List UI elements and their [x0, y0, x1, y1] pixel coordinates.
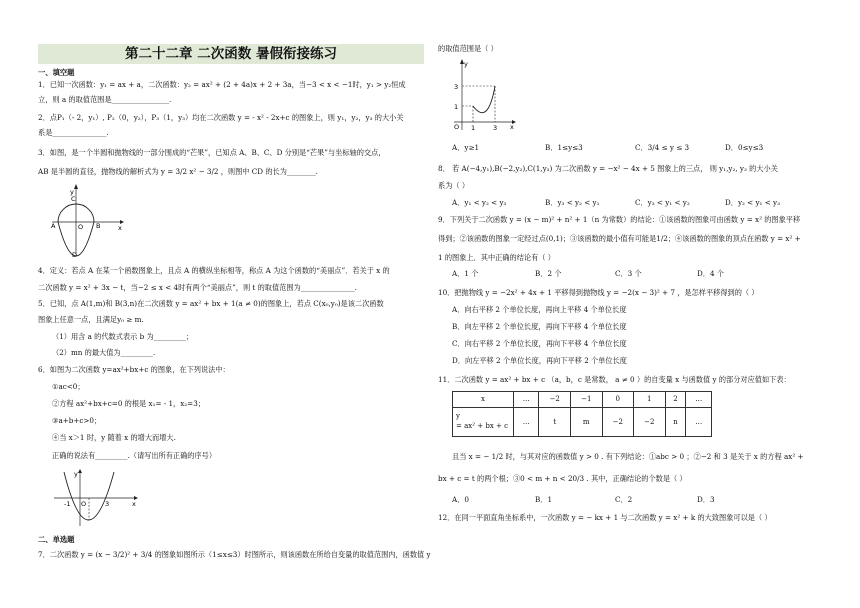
q2-line2: 系是_______________. — [38, 128, 109, 137]
page-title: 第二十二章 二次函数 暑假衔接练习 — [125, 46, 337, 62]
q3-label-y: y — [70, 188, 74, 196]
table-cell: t — [539, 408, 571, 437]
q7-label-1x: 1 — [471, 124, 476, 132]
table-cell: … — [686, 408, 712, 437]
q6-label-x: x — [132, 500, 136, 508]
q5-line1: 5．已知，点 A(1,m)和 B(3,n)在二次函数 y = ax² + bx + 1(a ≠ 0)的图象上，若点 C(x₀,y₀)是该二次函数 — [38, 299, 384, 308]
q6-line1: 6．如图为二次函数 y=ax²+bx+c 的图象，在下列说法中： — [38, 365, 230, 374]
q8-line1: 8． 若 A(−4,y₁),B(−2,y₂),C(1,y₃) 为二次函数 y = −x² − 4x + 5 图象上的三点， 则 y₁,y₂, y₃ 的大小关 — [438, 164, 778, 173]
q2-line1: 2．点P₁（- 2，y₁）, P₂（0，y₂），P₃（1，y₃）均在二次函数 y = - x² - 2x+c 的图象上，则 y₁，y₂，y₃ 的大小关 — [38, 113, 404, 122]
q8-option-b: B．y₃ < y₂ < y₁ — [545, 198, 600, 207]
table-cell: m — [570, 408, 602, 437]
q6-item4: ④当 x＞1 时，y 随着 x 的增大而增大. — [52, 433, 176, 442]
q6-item1: ①ac<0； — [52, 382, 85, 391]
table-row — [453, 408, 712, 437]
q9-line3: 1 的图象上．其中正确的结论有（ ） — [438, 253, 555, 262]
q10-option-a: A．向右平移 2 个单位长度，再向上平移 4 个单位长度 — [452, 305, 627, 314]
q5-part2: （2）mn 的最大值为_________. — [52, 348, 156, 357]
q3-label-a: A — [51, 222, 56, 230]
q7-label-3x: 3 — [493, 124, 498, 132]
q4-line1: 4．定义：若点 A 在某一个函数图象上，且点 A 的横纵坐标相等，称点 A 为这个函数的“美丽点”．若关于 x 的 — [38, 266, 390, 275]
q5-part1: （1）用含 a 的代数式表示 b 为_________； — [52, 332, 194, 341]
q7-label-x: x — [510, 123, 514, 131]
q6-label-o: O — [81, 500, 87, 508]
q11-option-c: C．2 — [615, 495, 633, 504]
q11-option-a: A．0 — [452, 495, 469, 504]
q11-option-b: B．1 — [535, 495, 553, 504]
q10-line1: 10．把抛物线 y = −2x² + 4x + 1 平移得到抛物线 y = −2(x − 3)² + 7 ，是怎样平移得到的（ ） — [438, 288, 759, 297]
q7-option-d: D．0≤y≤3 — [725, 143, 764, 152]
q7-label-y: y — [464, 60, 468, 68]
q3-label-c: C — [71, 195, 76, 203]
table-row — [453, 392, 712, 408]
table-cell: … — [514, 408, 539, 437]
q3-mango-figure — [48, 182, 128, 258]
q7-option-c: C．3/4 ≤ y ≤ 3 — [635, 143, 690, 152]
table-cell: n — [665, 408, 686, 437]
q7-line1: 7．二次函数 y = (x − 3/2)² + 3/4 的图象如图所示（1≤x≤3）时图所示，则该函数在所给自变量的取值范围内，函数值 y — [38, 550, 431, 559]
q7-option-a: A．y≥1 — [452, 143, 480, 152]
q5-line2: 图象上任意一点，且满足y₀ ≥ m. — [38, 315, 144, 324]
q10-option-d: D．向左平移 2 个单位长度，再向下平移 2 个单位长度 — [452, 356, 627, 365]
q8-option-c: C．y₃ < y₁ < y₂ — [635, 198, 690, 207]
table-cell: 2 — [665, 392, 686, 408]
q9-option-d: D．4 个 — [697, 269, 724, 278]
q9-option-b: B．2 个 — [535, 269, 562, 278]
q7-label-o: O — [454, 123, 460, 131]
q8-option-d: D．y₂ < y₁ < y₃ — [725, 198, 780, 207]
q6-item3: ③a+b+c>0； — [52, 416, 102, 425]
q3-label-x: x — [118, 224, 122, 232]
q9-line2: 得到；②该函数的图象一定经过点(0,1)；③该函数的最小值有可能是1/2；④该函数的图象的顶点在函数 y = x² + — [438, 234, 801, 243]
table-cell-y-head — [453, 408, 514, 437]
q8-option-a: A．y₁ < y₂ < y₃ — [452, 198, 507, 207]
table-head-y: y — [456, 412, 460, 421]
table-cell: 0 — [602, 392, 634, 408]
section-single-heading: 二、单选题 — [38, 535, 75, 544]
q6-label-3: 3 — [105, 500, 110, 508]
q3-label-d: D — [72, 251, 78, 258]
table-cell: −2 — [602, 408, 634, 437]
q7-label-1y: 1 — [454, 103, 459, 111]
q10-option-c: C．向右平移 2 个单位长度，再向下平移 4 个单位长度 — [452, 339, 627, 348]
q6-item2: ②方程 ax²+bx+c=0 的根是 x₁= - 1，x₂=3； — [52, 399, 205, 408]
q7-option-b: B．1≤y≤3 — [545, 143, 583, 152]
table-cell: −2 — [634, 408, 666, 437]
table-head-expr: = ax² + bx + c — [456, 422, 508, 430]
q6-label-neg1: -1 — [64, 500, 71, 508]
q9-option-c: C．3 个 — [615, 269, 642, 278]
q11-line2: 且当 x = − 1/2 时，与其对应的函数值 y > 0 . 有下列结论：①abc > 0 ；②−2 和 3 是关于 x 的方程 ax² + — [452, 452, 804, 461]
table-cell: x — [453, 392, 514, 408]
table-cell: −1 — [570, 392, 602, 408]
table-cell: … — [514, 392, 539, 408]
q12-line1: 12．在同一平面直角坐标系中，一次函数 y = − kx + 1 与二次函数 y = x² + k 的大致图象可以是（ ） — [438, 513, 772, 522]
q3-line2: AB 是半圆的直径，抛物线的解析式为 y = 3/2 x² − 3/2 ，则图中 CD 的长为________. — [38, 167, 318, 176]
q11-line3: bx + c = t 的两个根；③0 < m + n < 20/3 . 其中，正确结论的个数是（ ） — [438, 474, 687, 483]
q7-label-3y: 3 — [454, 83, 459, 91]
q6-parabola-figure — [50, 468, 140, 528]
q1-line1: 1．已知一次函数：y₁ = ax + a，二次函数：y₂ = ax² + (2 + 4a)x + 2 + 3a，当−3 < x < −1时，y₁ > y₂恒成 — [38, 80, 406, 89]
q1-line2: 立，则 a 的取值范围是________________. — [38, 95, 172, 104]
q3-label-b: B — [96, 222, 101, 230]
q6-answer-prompt: 正确的说法有_________.（请写出所有正确的序号） — [52, 451, 217, 460]
q9-option-a: A．1 个 — [452, 269, 479, 278]
q10-option-b: B．向左平移 2 个单位长度，再向下平移 4 个单位长度 — [452, 322, 627, 331]
q11-value-table — [452, 391, 712, 437]
q8-line2: 系为（ ） — [438, 181, 470, 190]
section-fill-heading: 一、填空题 — [38, 68, 75, 77]
q11-line1: 11．二次函数 y = ax² + bx + c （a，b，c 是常数， a ≠ 0 ）的自变量 x 与函数值 y 的部分对应值如下表： — [438, 375, 791, 384]
table-cell: −2 — [539, 392, 571, 408]
q3-line1: 3．如图，是一个半圆和抛物线的一部分围成的“芒果”，已知点 A、B、C、D 分别是“芒果”与坐标轴的交点， — [38, 148, 386, 157]
table-cell: … — [686, 392, 712, 408]
q6-label-y: y — [74, 470, 78, 478]
q3-label-o: O — [78, 223, 84, 231]
q4-line2: 二次函数 y = x² + 3x − t，当−2 ≤ x < 4时有两个“美丽点”，则 t 的取值范围为_______________. — [38, 283, 357, 292]
q7-line2: 的取值范围是（ ） — [438, 44, 498, 53]
q9-line1: 9．下列关于二次函数 y = (x − m)² + n² + 1（n 为常数）的结论：①该函数的图象可由函数 y = x² 的图象平移 — [438, 215, 801, 224]
table-cell: 1 — [634, 392, 666, 408]
q7-parabola-figure — [448, 58, 518, 132]
q11-option-d: D．3 — [697, 495, 715, 504]
